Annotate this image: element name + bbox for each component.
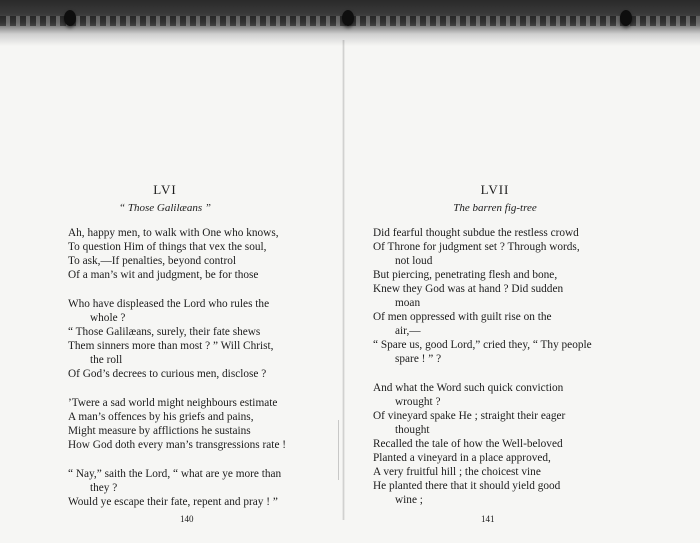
poem-line: Planted a vineyard in a place approved, — [373, 452, 551, 464]
poem-line: He planted there that it should yield good — [373, 480, 561, 492]
poem-line: “ Those Galilæans, surely, their fate shews — [68, 326, 261, 338]
poem-line: air,— — [395, 325, 421, 337]
stanza — [373, 381, 611, 507]
stanza — [68, 226, 308, 282]
poem-line: Did fearful thought subdue the restless crowd — [373, 227, 579, 239]
poem-line: Of a man’s wit and judgment, be for those — [68, 269, 259, 281]
poem-line: Who have displeased the Lord who rules the — [68, 298, 270, 310]
poem-line: A very fruitful hill ; the choicest vine — [373, 466, 541, 478]
left-page — [0, 48, 345, 543]
binding-ring-icon — [620, 10, 632, 26]
poem-numeral: LVI — [153, 182, 177, 197]
poem-line: wrought ? — [395, 396, 441, 408]
poem-line: Of Throne for judgment set ? Through words, — [373, 241, 580, 253]
poem-line: Might measure by afflictions he sustains — [68, 425, 251, 437]
poem-line: not loud — [395, 255, 433, 267]
poem-subtitle: “ Those Galilæans ” — [119, 202, 211, 214]
stanza — [68, 467, 308, 509]
poem-line: Of vineyard spake He ; straight their eager — [373, 410, 566, 422]
stanza — [373, 226, 611, 366]
page-number: 140 — [180, 514, 194, 524]
page-crease — [338, 420, 339, 480]
poem-line: “ Spare us, good Lord,” cried they, “ Thy people — [373, 339, 592, 351]
poem-line: And what the Word such quick conviction — [373, 382, 564, 394]
poem-line: But piercing, penetrating flesh and bone, — [373, 269, 558, 281]
poem-line: they ? — [90, 482, 118, 494]
poem-line: Them sinners more than most ? ” Will Christ, — [68, 340, 274, 352]
poem-body — [68, 226, 308, 524]
poem-subtitle: The barren fig-tree — [453, 202, 537, 214]
poem-line: To ask,—If penalties, beyond control — [68, 255, 236, 267]
poem-line: To question Him of things that vex the soul, — [68, 241, 267, 253]
poem-body — [373, 226, 611, 522]
stanza — [68, 396, 308, 452]
binding-ring-icon — [342, 10, 354, 26]
poem-line: Of men oppressed with guilt rise on the — [373, 311, 552, 323]
poem-numeral: LVII — [480, 182, 510, 197]
poem-line: “ Nay,” saith the Lord, “ what are ye more than — [68, 468, 282, 480]
poem-line: Of God’s decrees to curious men, disclose ? — [68, 368, 267, 380]
right-page — [345, 48, 700, 543]
poem-line: Would ye escape their fate, repent and pray ! ” — [68, 496, 278, 508]
poem-line: the roll — [90, 354, 123, 366]
stanza — [68, 297, 308, 381]
poem-line: thought — [395, 424, 430, 436]
poem-line: whole ? — [90, 312, 126, 324]
poem-line: A man’s offences by his griefs and pains, — [68, 411, 254, 423]
poem-line: moan — [395, 297, 421, 309]
poem-line: Recalled the tale of how the Well-beloved — [373, 438, 563, 450]
page-number: 141 — [481, 514, 495, 524]
binding-ring-icon — [64, 10, 76, 26]
poem-line: wine ; — [395, 494, 423, 506]
poem-line: How God doth every man’s transgressions rate ! — [68, 439, 287, 451]
poem-line: ’Twere a sad world might neighbours estimate — [68, 397, 278, 409]
poem-line: Ah, happy men, to walk with One who knows, — [68, 227, 279, 239]
poem-line: spare ! ” ? — [395, 353, 442, 365]
poem-line: Knew they God was at hand ? Did sudden — [373, 283, 564, 295]
